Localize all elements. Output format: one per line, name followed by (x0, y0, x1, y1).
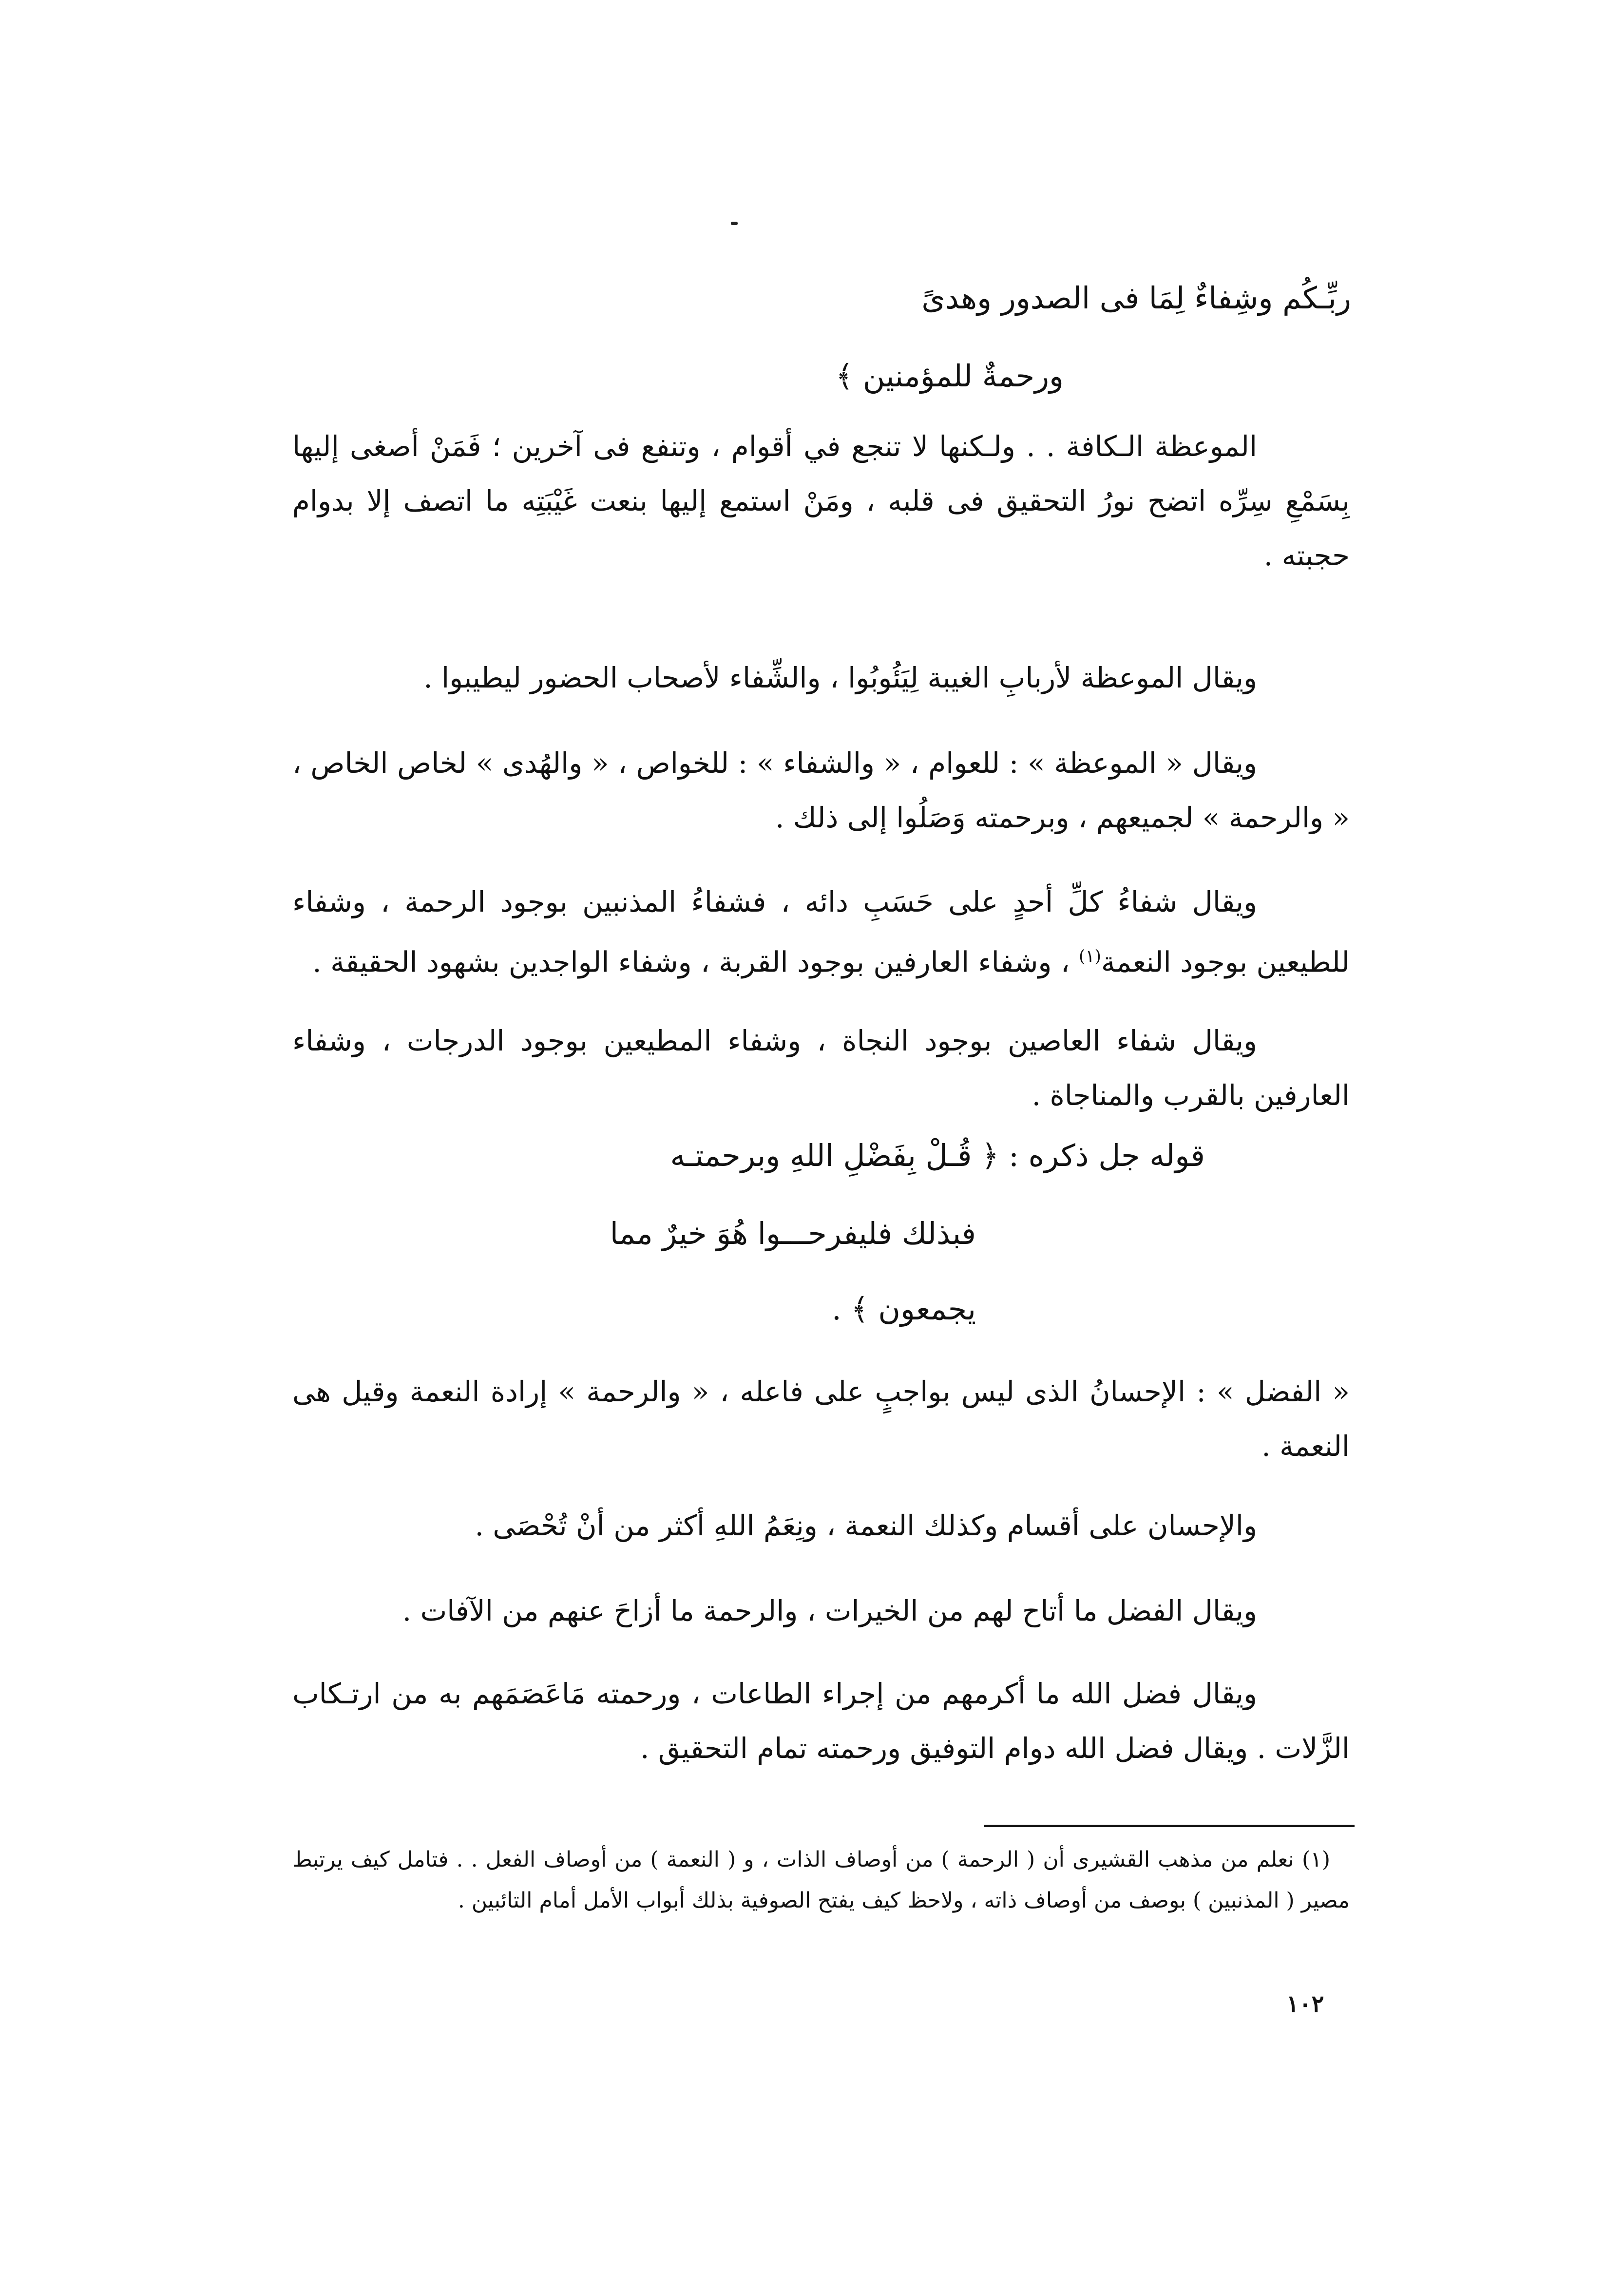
verse-2-line-2: فبذلك فليفرحـــوا هُوَ خيرٌ مما (610, 1216, 976, 1251)
verse-2-line-1: قوله جل ذكره : ﴿ قُـلْ بِفَضْلِ اللهِ وبرحمتـه (670, 1138, 1205, 1173)
page-mark (731, 222, 738, 225)
paragraph-8: ويقال الفضل ما أتاح لهم من الخيرات ، والرحمة ما أزاحَ عنهم من الآفات . (402, 1594, 1257, 1627)
page-number: ١٠٢ (1286, 1990, 1324, 2018)
paragraph-7: والإحسان على أقسام وكذلك النعمة ، ونِعَمُ اللهِ أكثر من أنْ تُحْصَى . (475, 1509, 1257, 1542)
verse-2-line-3: يجمعون ﴾ . (831, 1291, 976, 1327)
paragraph-5: ويقال شفاء العاصين بوجود النجاة ، وشفاء المطيعين بوجود الدرجات ، وشفاء العارفين بالقرب والمناجاة . (292, 1024, 1350, 1112)
paragraph-4-text-end: ، وشفاء العارفين بوجود القربة ، وشفاء الواجدين بشهود الحقيقة . (312, 945, 1070, 979)
paragraph-4-text-start: ويقال شفاءُ كلِّ أحدٍ على حَسَبِ دائه ، فشفاءُ المذنبين بوجود الرحمة ، وشفاء للطيعين بوجود النعمة (292, 885, 1350, 979)
verse-1-line-2: ورحمةٌ للمؤمنين ﴾ (835, 358, 1064, 394)
paragraph-4 (292, 875, 1350, 989)
footnote-separator (984, 1825, 1355, 1827)
paragraph-6: « الفضل » : الإحسانُ الذى ليس بواجبٍ على فاعله ، « والرحمة » إرادة النعمة وقيل هى النعمة . (292, 1375, 1350, 1463)
paragraph-3: ويقال « الموعظة » : للعوام ، « والشفاء » : للخواص ، « والهُدى » لخاص الخاص ، « والرحمة » لجميعهم ، وبرحمته وَصَلُوا إلى ذلك . (292, 746, 1350, 834)
paragraph-1: الموعظة الـكافة . . ولـكنها لا تنجع في أقوام ، وتنفع فى آخرين ؛ فَمَنْ أصغى إليها بِسَمْعِ سِرِّه اتضح نورُ التحقيق فى قلبه ، ومَنْ استمع إليها بنعت غَيْبَتِه ما اتصف إلا بدوام حجبته . (292, 430, 1350, 572)
paragraph-2: ويقال الموعظة لأربابِ الغيبة لِيَئُوبُوا ، والشِّفاء لأصحاب الحضور ليطيبوا . (423, 661, 1257, 694)
footnote: (١) نعلم من مذهب القشيرى أن ( الرحمة ) من أوصاف الذات ، و ( النعمة ) من أوصاف الفعل . . فتامل كيف يرتبط مصير ( المذنبين ) بوصف من أوصاف ذاته ، ولاحظ كيف يفتح الصوفية بذلك أبواب الأمل أمام التائبين . (292, 1847, 1350, 1913)
footnote-mark: (١) (1079, 947, 1101, 966)
paragraph-9: ويقال فضل الله ما أكرمهم من إجراء الطاعات ، ورحمته مَاعَصَمَهم به من ارتـكاب الزَّلات . ويقال فضل الله دوام التوفيق ورحمته تمام التحقيق . (292, 1677, 1350, 1765)
verse-1-line-1: ربِّـكُم وشِفاءٌ لِمَا فى الصدور وهدىً (921, 280, 1351, 316)
